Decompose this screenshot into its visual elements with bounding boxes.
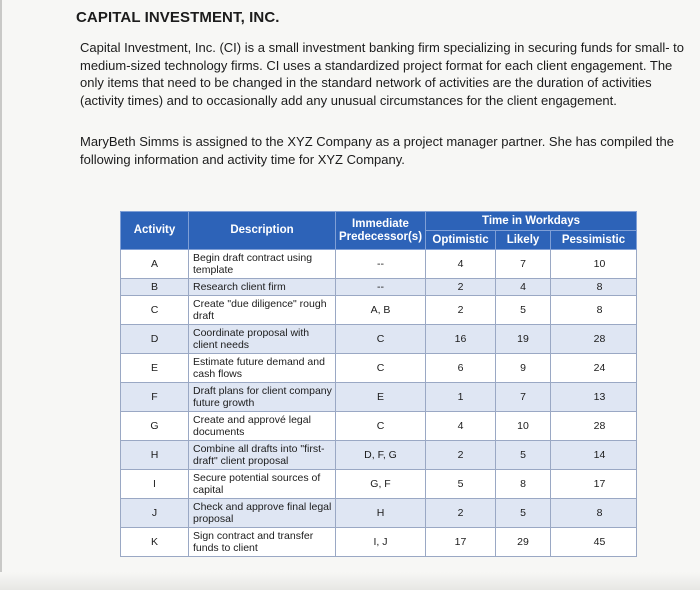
cell-description: Coordinate proposal with client needs <box>189 325 336 354</box>
table-row <box>121 250 637 279</box>
cell-activity: B <box>121 279 189 296</box>
cell-description: Combine all drafts into "first-draft" client proposal <box>189 441 336 470</box>
cell-pessimistic: 45 <box>551 528 637 557</box>
page-bottom-shadow <box>0 572 700 590</box>
header-description: Description <box>189 212 336 250</box>
cell-activity: G <box>121 412 189 441</box>
page-edge <box>0 0 2 590</box>
cell-predecessors: -- <box>336 250 426 279</box>
cell-predecessors: C <box>336 412 426 441</box>
cell-pessimistic: 17 <box>551 470 637 499</box>
cell-pessimistic: 28 <box>551 412 637 441</box>
cell-likely: 5 <box>496 441 551 470</box>
activity-table <box>120 211 637 557</box>
cell-activity: K <box>121 528 189 557</box>
table-row <box>121 441 637 470</box>
cell-optimistic: 17 <box>426 528 496 557</box>
cell-likely: 9 <box>496 354 551 383</box>
header-predecessors <box>336 212 426 250</box>
table-row <box>121 354 637 383</box>
cell-pessimistic: 14 <box>551 441 637 470</box>
table-row <box>121 383 637 412</box>
cell-optimistic: 1 <box>426 383 496 412</box>
assignment-paragraph: MaryBeth Simms is assigned to the XYZ Company as a project manager partner. She has compiled the following information and activity time for XYZ Company. <box>80 134 674 167</box>
cell-description: Secure potential sources of capital <box>189 470 336 499</box>
cell-likely: 7 <box>496 383 551 412</box>
cell-likely: 7 <box>496 250 551 279</box>
cell-activity: A <box>121 250 189 279</box>
cell-likely: 8 <box>496 470 551 499</box>
cell-activity: C <box>121 296 189 325</box>
table-row <box>121 470 637 499</box>
cell-optimistic: 2 <box>426 296 496 325</box>
cell-description: Draft plans for client company future growth <box>189 383 336 412</box>
cell-pessimistic: 8 <box>551 296 637 325</box>
cell-description: Research client firm <box>189 279 336 296</box>
cell-likely: 29 <box>496 528 551 557</box>
cell-description: Sign contract and transfer funds to client <box>189 528 336 557</box>
cell-optimistic: 4 <box>426 250 496 279</box>
table-row <box>121 499 637 528</box>
table-row <box>121 412 637 441</box>
cell-activity: H <box>121 441 189 470</box>
header-likely: Likely <box>496 231 551 250</box>
table-row <box>121 279 637 296</box>
cell-pessimistic: 24 <box>551 354 637 383</box>
cell-predecessors: I, J <box>336 528 426 557</box>
cell-predecessors: E <box>336 383 426 412</box>
cell-activity: I <box>121 470 189 499</box>
cell-description: Create and apprové legal documents <box>189 412 336 441</box>
header-optimistic: Optimistic <box>426 231 496 250</box>
header-time-group: Time in Workdays <box>426 212 637 231</box>
header-predecessors-line2: Predecessor(s) <box>338 230 423 243</box>
table-row <box>121 325 637 354</box>
cell-optimistic: 4 <box>426 412 496 441</box>
document-title: CAPITAL INVESTMENT, INC. <box>76 9 280 26</box>
cell-description: Estimate future demand and cash flows <box>189 354 336 383</box>
cell-optimistic: 2 <box>426 441 496 470</box>
cell-optimistic: 2 <box>426 499 496 528</box>
cell-predecessors: A, B <box>336 296 426 325</box>
cell-predecessors: -- <box>336 279 426 296</box>
cell-optimistic: 6 <box>426 354 496 383</box>
header-predecessors-line1: Immediate <box>352 217 409 230</box>
cell-pessimistic: 13 <box>551 383 637 412</box>
intro-paragraph: Capital Investment, Inc. (CI) is a small investment banking firm specializing in securing funds for small- to medium-sized technology firms. CI uses a standardized project format for each client engagement. The only items that need to be changed in the standard network of activities are the duration of activities (activity times) and to occasionally add any unusual circumstances for the client engagement. <box>80 40 685 108</box>
cell-likely: 5 <box>496 296 551 325</box>
cell-likely: 5 <box>496 499 551 528</box>
header-pessimistic: Pessimistic <box>551 231 637 250</box>
cell-optimistic: 16 <box>426 325 496 354</box>
cell-likely: 4 <box>496 279 551 296</box>
cell-pessimistic: 10 <box>551 250 637 279</box>
cell-activity: E <box>121 354 189 383</box>
table-row <box>121 528 637 557</box>
cell-pessimistic: 8 <box>551 279 637 296</box>
cell-optimistic: 5 <box>426 470 496 499</box>
cell-description: Begin draft contract using template <box>189 250 336 279</box>
cell-pessimistic: 8 <box>551 499 637 528</box>
cell-predecessors: C <box>336 325 426 354</box>
cell-activity: J <box>121 499 189 528</box>
cell-pessimistic: 28 <box>551 325 637 354</box>
cell-activity: D <box>121 325 189 354</box>
cell-likely: 19 <box>496 325 551 354</box>
cell-predecessors: D, F, G <box>336 441 426 470</box>
cell-description: Check and approve final legal proposal <box>189 499 336 528</box>
header-activity: Activity <box>121 212 189 250</box>
cell-predecessors: G, F <box>336 470 426 499</box>
table-row <box>121 296 637 325</box>
cell-activity: F <box>121 383 189 412</box>
cell-predecessors: C <box>336 354 426 383</box>
cell-likely: 10 <box>496 412 551 441</box>
cell-description: Create "due diligence" rough draft <box>189 296 336 325</box>
cell-predecessors: H <box>336 499 426 528</box>
cell-optimistic: 2 <box>426 279 496 296</box>
